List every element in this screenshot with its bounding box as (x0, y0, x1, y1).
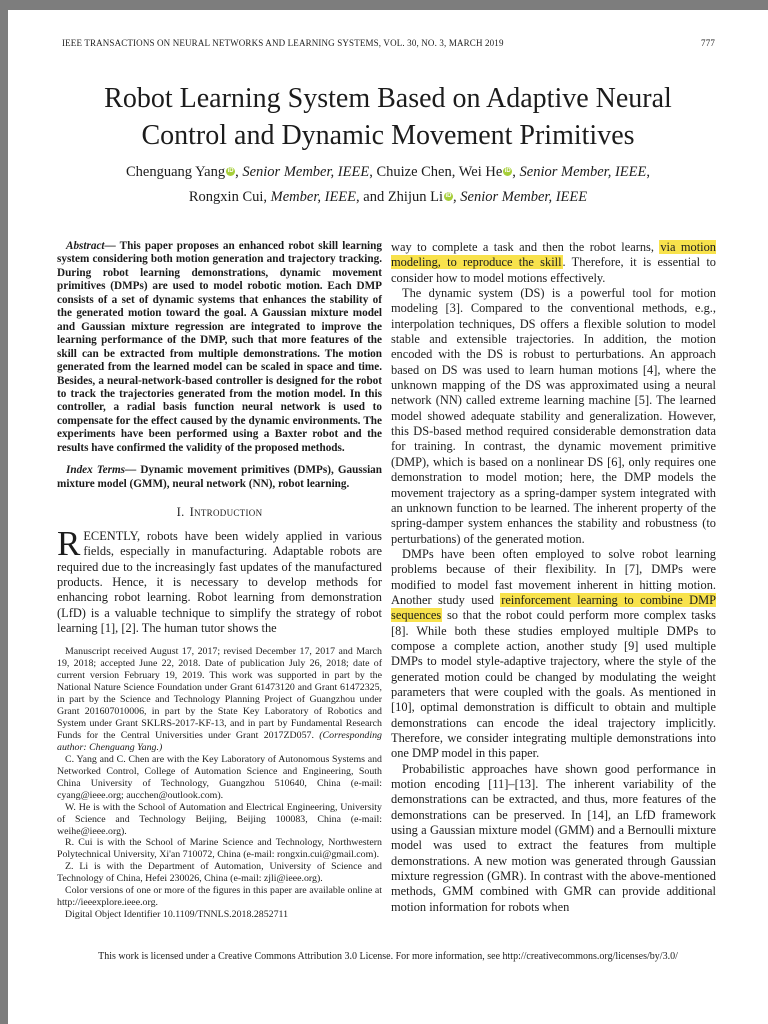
text-segment: , (646, 164, 650, 180)
abstract-text: This paper proposes an enhanced robot skill learning system considering both motion generation and trajectory tracking. During robot learning demonstrations, dynamic movement primitives (DMPs) are used to model robotic motion. Each DMP consists of a set of dynamic systems that enhances the stability of the generated motion toward the goal. A Gaussian mixture model and Gaussian mixture regression are integrated to improve the learning performance of the DMP, such that more features of the skill can be extracted from multiple demonstrations. The motion generated from the learned model can be scaled in space and time. Besides, a neural-network-based controller is designed for the robot to track the trajectories generated from the motion model. In this controller, a radial basis function neural network is used to compensate for the effect caused by the dynamic environments. The experiments have been performed using a Baxter robot and the results have confirmed the validity of the proposed methods. (57, 240, 382, 454)
text-segment: Manuscript received August 17, 2017; revised December 17, 2017 and March 19, 2018; accepted June 22, 2018. Date of publication July 26, 2018; date of current version February 19, 2019. This work was supported in part by the National Nature Science Foundation under Grant 61473120 and Grant 61472325, in part by the Science and Technology Planning Project of Guangzhou under Grant 201607010006, in part by the State Key Laboratory of Robotics and System under Grant SKLRS-2017-KF-13, and in part by Fundamental Research Funds for the Central Universities under Grant 2017ZD057. (57, 646, 382, 741)
section-heading-introduction (57, 505, 382, 520)
body-paragraph (391, 762, 716, 915)
body-paragraph (391, 547, 716, 762)
footnote-paragraph (57, 802, 382, 838)
abstract (57, 240, 382, 455)
text-segment: (Corresponding author: Chenguang Yang.) (57, 729, 382, 753)
text-segment: DMPs have been often employed to solve robot learning problems because of their flexibility. In [7], DMPs were modified to model fast movement inherent in hitting motion. Another study used (391, 546, 716, 607)
author-line-1 (38, 160, 738, 185)
text-segment: Digital Object Identifier 10.1109/TNNLS.2018.2852711 (65, 909, 289, 921)
paper-page (8, 10, 768, 1024)
footnote-paragraph (57, 909, 382, 921)
abstract-dash: — (104, 240, 120, 252)
license-line: This work is licensed under a Creative Commons Attribution 3.0 License. For more information, see http://creativecommons.org/licenses/by/3.0/ (98, 951, 678, 962)
index-terms-dash: — (125, 464, 141, 477)
index-terms (57, 464, 382, 491)
text-segment: Rongxin Cui, (188, 189, 271, 205)
text-segment: , (235, 164, 243, 180)
abstract-label: Abstract (66, 240, 105, 252)
authors-block (38, 160, 738, 210)
text-segment: Member, IEEE (270, 189, 357, 205)
section-number: I. (176, 505, 185, 520)
body-paragraph (391, 286, 716, 547)
text-segment: , (453, 189, 461, 205)
text-segment: The dynamic system (DS) is a powerful tool for motion modeling [3]. Compared to the conventional methods, e.g., interpolation techniques, DS offers a flexible solution to model stable and extensible trajectories. In addition, the motion encoded with the DS is robust to perturbations. An approach based on DS was used to learn human motions [4], where the unknown mapping of the DS was approximated using a neural network (NN) called extreme learning machine [5]. The learned model showed adequate stability and generalization. However, this DS-based method required considerable demonstration data for training. In contrast, the dynamic movement primitive (DMP), which is based on a nonlinear DS [6], only requires one demonstration to model motion; here, the DMP models the movement trajectory as a spring-damper system integrated with an unknown function to be learned. The inherent property of the spring-damper system enhances the stability and robustness (to perturbations) of the generated motion. (391, 286, 716, 546)
text-segment: . Therefore, it is essential to consider how to model motions effectively. (391, 255, 717, 285)
orcid-icon: iD (504, 168, 511, 174)
paper-title: Robot Learning System Based on Adaptive Neural Control and Dynamic Movement Primitives (104, 83, 672, 151)
footnote-paragraph (57, 861, 382, 885)
right-column (391, 240, 716, 921)
text-segment: , Chuize Chen, Wei He (369, 164, 503, 180)
author-line-2 (38, 185, 738, 210)
text-segment: , (512, 164, 520, 180)
text-segment: W. He is with the School of Automation and Electrical Engineering, University of Science and Technology Beijing, Beijing 100083, China (e-mail: weihe@ieee.org). (57, 801, 382, 837)
text-segment: C. Yang and C. Chen are with the Key Laboratory of Autonomous Systems and Networked Control, College of Automation Science and Engineering, South China University of Technology, Guangzhou 510640, China (e-mail: cyang@ieee.org; aucchen@outlook.com). (57, 753, 382, 801)
footnotes (57, 646, 382, 921)
index-terms-text: Dynamic movement primitives (DMPs), Gaussian mixture model (GMM), neural network (NN), robot learning. (57, 464, 382, 490)
footnote-paragraph (57, 837, 382, 861)
page-number: 777 (701, 38, 715, 48)
intro-text: robots have been widely applied in various fields, especially in manufacturing. Adaptable robots are required due to the increasingly fast updates of the manufactured products. Hence, it is necessary to develop methods for enhancing robot learning. Robot learning from demonstration (LfD) is a valuable technique to simplify the strategy of robot learning [1], [2]. The human tutor shows the (57, 529, 382, 635)
two-column-body (57, 240, 716, 921)
intro-lead: ECENTLY, (83, 529, 141, 544)
text-segment: Color versions of one or more of the figures in this paper are available online at http://ieeexplore.ieee.org. (57, 885, 382, 909)
orcid-icon: iD (445, 193, 452, 199)
highlighted-text: reinforcement learning to combine DMP sequences (391, 592, 716, 623)
footnote-paragraph (57, 754, 382, 802)
dropcap: R (57, 524, 81, 564)
text-segment: Z. Li is with the Department of Automation, University of Science and Technology of China, Hefei 230026, China (e-mail: zjli@ieee.org). (57, 861, 382, 885)
journal-title: IEEE TRANSACTIONS ON NEURAL NETWORKS AND LEARNING SYSTEMS, VOL. 30, NO. 3, MARCH 2019 (62, 38, 504, 48)
text-segment: , and Zhijun Li (356, 189, 444, 205)
section-title: Introduction (189, 505, 263, 520)
text-segment: Senior Member, IEEE (460, 189, 588, 205)
left-column (57, 240, 382, 921)
orcid-icon: iD (227, 168, 234, 174)
highlighted-text: via motion modeling, to reproduce the skill (391, 240, 716, 270)
text-segment: R. Cui is with the School of Marine Science and Technology, Northwestern Polytechnical University, Xi'an 710072, China (e-mail: rongxin.cui@gmail.com). (57, 837, 382, 861)
text-segment: Senior Member, IEEE (519, 164, 647, 180)
text-segment: Chenguang Yang (126, 164, 226, 180)
footnote-paragraph (57, 646, 382, 754)
text-segment: Probabilistic approaches have shown good performance in motion encoding [11]–[13]. The inherent variability of the demonstrations can be extracted, and thus, more features of the demonstrations can be preserved. In [14], an LfD framework using a Gaussian mixture model (GMM) and a Bernoulli mixture model was used to extract the features from multiple demonstrations. A new motion was generated through Gaussian mixture regression (GMR). In contrast with the above-mentioned methods, GMM combined with GMR can provide additional motion information for robots when (391, 761, 716, 914)
index-terms-label: Index Terms (66, 464, 126, 477)
running-header (62, 38, 715, 48)
text-segment: way to complete a task and then the robot learns, (391, 240, 660, 254)
intro-paragraph (57, 524, 382, 636)
text-segment: Senior Member, IEEE (242, 164, 370, 180)
body-paragraph (391, 240, 716, 286)
text-segment: so that the robot could perform more complex tasks [8]. While both these studies employed multiple DMPs to compose a complete action, another study [9] used multiple DMPs to model style-adaptive trajectory, where the style of the generated motion could be changed by modulating the weight parameters that were coupled with the goals. As mentioned in [10], optimal demonstration is difficult to obtain and multiple demonstrations can encode the ideal trajectory implicitly. Therefore, we consider integrating multiple demonstrations into one DMP model in this paper. (391, 608, 716, 761)
footnote-paragraph (57, 885, 382, 909)
